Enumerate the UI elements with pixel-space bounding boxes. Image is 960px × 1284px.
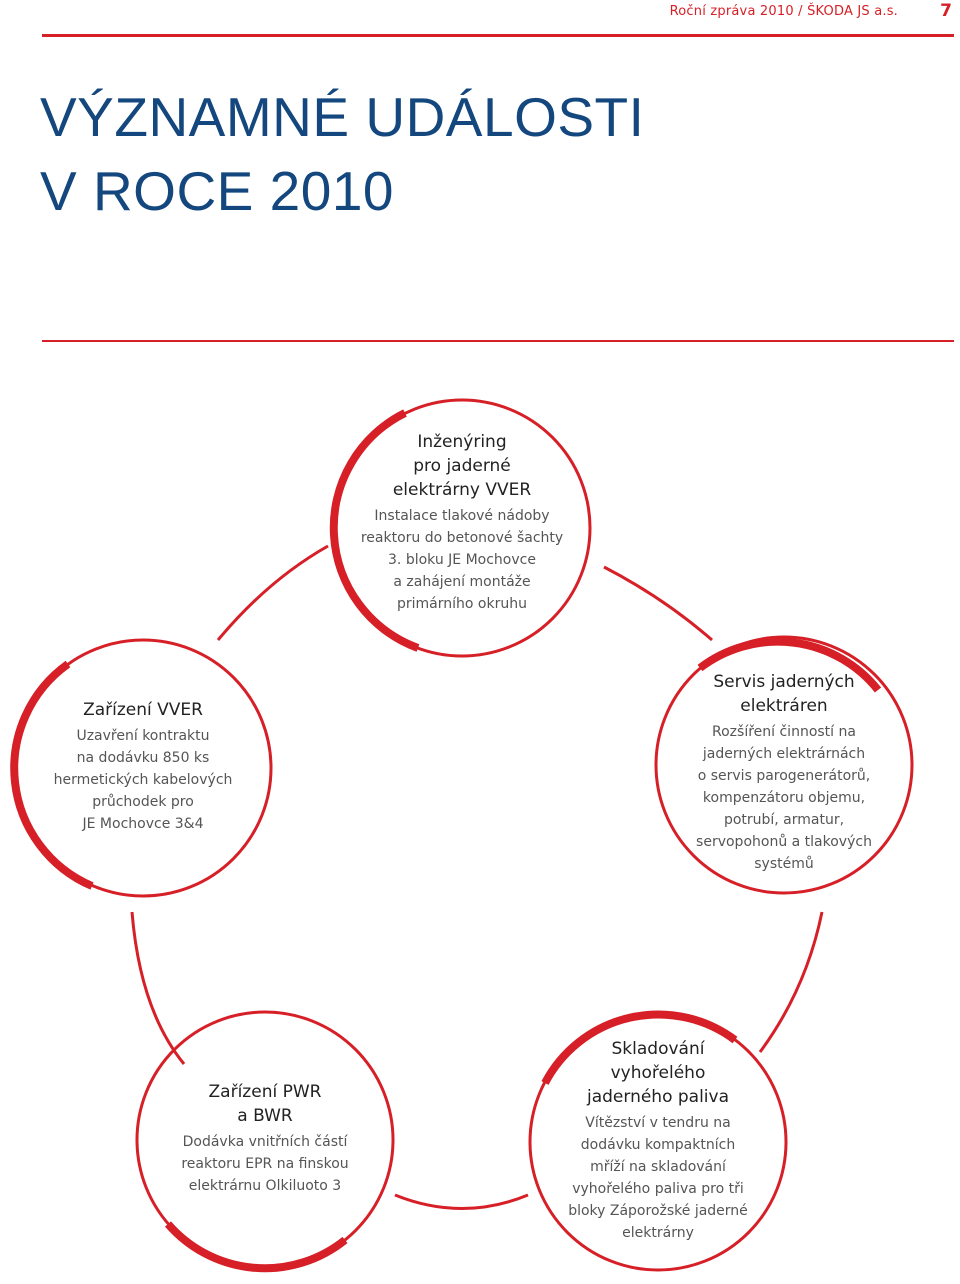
node-heading: Servis jaderných elektráren	[713, 672, 855, 716]
connector-bottom	[395, 1195, 528, 1209]
report-title: Roční zpráva 2010 / ŠKODA JS a.s.	[669, 4, 898, 19]
node-body: Instalace tlakové nádoby reaktoru do betonové šachty 3. bloku JE Mochovce a zahájení montáže primárního okruhu	[360, 508, 564, 612]
node-heading: Zařízení PWR a BWR	[208, 1082, 322, 1126]
node-heading: Inženýring pro jaderné elektrárny VVER	[392, 432, 532, 500]
connector-right-bottom	[760, 912, 822, 1052]
node-spent-fuel-storage	[540, 1037, 776, 1244]
connector-top-left	[218, 546, 328, 640]
node-equipment-pwr-bwr	[145, 1080, 385, 1197]
page-title-line-1: VÝZNAMNÉ UDÁLOSTI	[40, 86, 645, 148]
node-plant-service	[664, 670, 904, 875]
node-equipment-vver	[30, 698, 256, 835]
node-engineering-vver	[342, 430, 582, 615]
node-heading: Skladování vyhořelého jaderného paliva	[586, 1039, 730, 1107]
node-body: Rozšíření činností na jaderných elektrárnách o servis parogenerátorů, kompenzátoru objemu, potrubí, armatur, servopohonů a tlakových systémů	[696, 724, 872, 872]
connector-top-right	[604, 567, 712, 640]
node-body: Dodávka vnitřních částí reaktoru EPR na finskou elektrárnu Olkiluoto 3	[181, 1134, 349, 1194]
page-number: 7	[940, 1, 952, 21]
node-body: Vítězství v tendru na dodávku kompaktních mříží na skladování vyhořelého paliva pro tři bloky Záporožské jaderné elektrárny	[568, 1115, 748, 1241]
node-body: Uzavření kontraktu na dodávku 850 ks hermetických kabelových průchodek pro JE Mochovce 3&4	[53, 728, 233, 832]
page-title-line-2: V ROCE 2010	[40, 160, 395, 222]
connector-left-bottom	[132, 912, 184, 1064]
node-heading: Zařízení VVER	[83, 700, 203, 720]
